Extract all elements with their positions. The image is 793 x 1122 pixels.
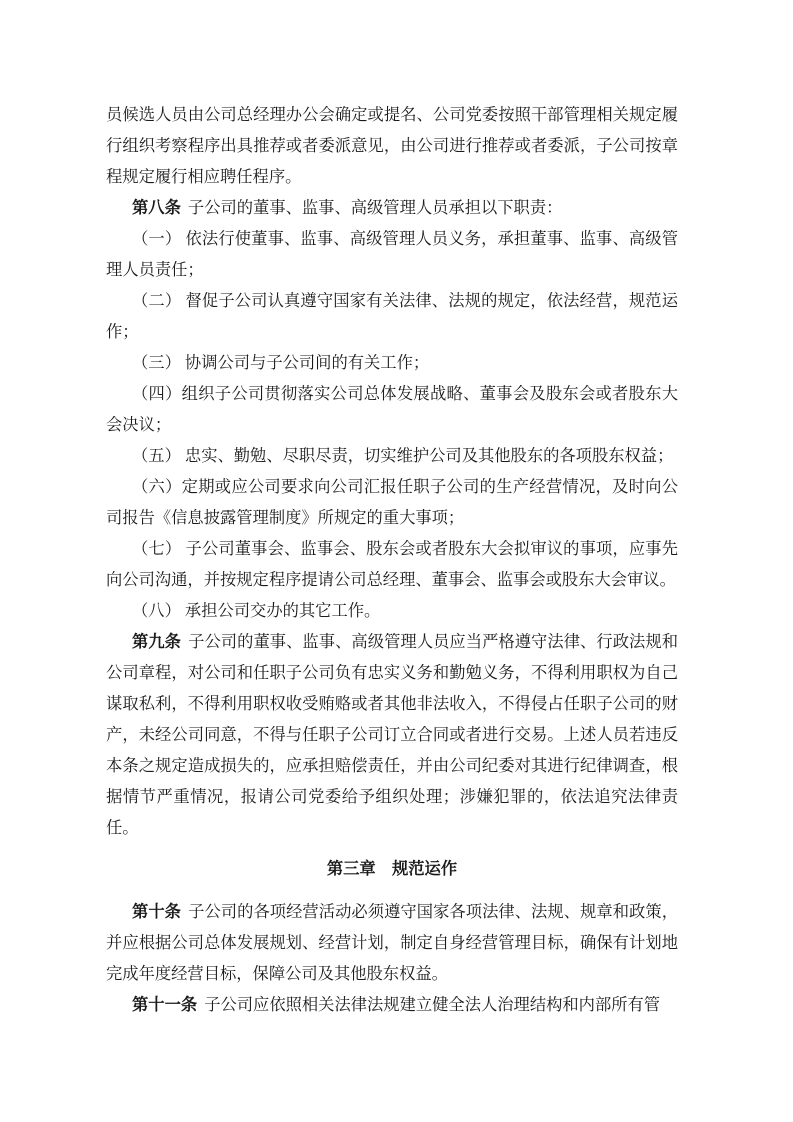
clause-item: （七） 子公司董事会、监事会、股东会或者股东大会拟审议的事项，应事先向公司沟通，并按规定程序提请公司总经理、董事会、监事会或股东大会审议。 [106, 539, 678, 589]
clause-item: （二） 督促子公司认真遵守国家有关法律、法规的规定，依法经营，规范运作； [106, 291, 678, 341]
clause-item: （一） 依法行使董事、监事、高级管理人员义务，承担董事、监事、高级管理人员责任； [106, 229, 678, 279]
body-paragraph-continuation: 员候选人员由公司总经理办公会确定或提名、公司党委按照干部管理相关规定履行组织考察程序出具推荐或者委派意见，由公司进行推荐或者委派，子公司按章程规定履行相应聘任程序。 [106, 105, 678, 186]
clause-item: （八） 承担公司交办的其它工作。 [132, 601, 381, 620]
chapter-heading: 第三章 规范运作 [326, 859, 458, 878]
clause-item: （六）定期或应公司要求向公司汇报任职子公司的生产经营情况，及时向公司报告《信息披露管理制度》所规定的重大事项； [106, 477, 678, 527]
clause-item: （五） 忠实、勤勉、尽职尽责，切实维护公司及其他股东的各项股东权益； [132, 446, 674, 465]
article-number: 第十条 [132, 902, 181, 921]
article-paragraph: 第十条 子公司的各项经营活动必须遵守国家各项法律、法规、规章和政策，并应根据公司总体发展规划、经营计划，制定自身经营管理目标，确保有计划地完成年度经营目标，保障公司及其他股东权益。 [106, 902, 678, 983]
clause-item: （四）组织子公司贯彻落实公司总体发展战略、董事会及股东会或者股东大会决议； [106, 384, 678, 434]
article-paragraph: 第八条 子公司的董事、监事、高级管理人员承担以下职责： [132, 198, 563, 217]
article-paragraph: 第十一条 子公司应依照相关法律法规建立健全法人治理结构和内部所有管 [132, 995, 661, 1014]
article-number: 第九条 [132, 632, 181, 651]
article-paragraph: 第九条 子公司的董事、监事、高级管理人员应当严格遵守法律、行政法规和公司章程，对公司和任职子公司负有忠实义务和勤勉义务，不得利用职权为自己谋取私利，不得利用职权收受贿赂或者其他非法收入，不得侵占任职子公司的财产，未经公司同意，不得与任职子公司订立合同或者进行交易。上述人员若违反本条之规定造成损失的，应承担赔偿责任，并由公司纪委对其进行纪律调查，根据情节严重情况，报请公司党委给予组织处理；涉嫌犯罪的，依法追究法律责任。 [106, 632, 678, 837]
article-number: 第八条 [132, 198, 181, 217]
article-number: 第十一条 [132, 995, 198, 1014]
clause-item: （三） 协调公司与子公司间的有关工作； [132, 353, 430, 372]
document-body [106, 99, 678, 1020]
